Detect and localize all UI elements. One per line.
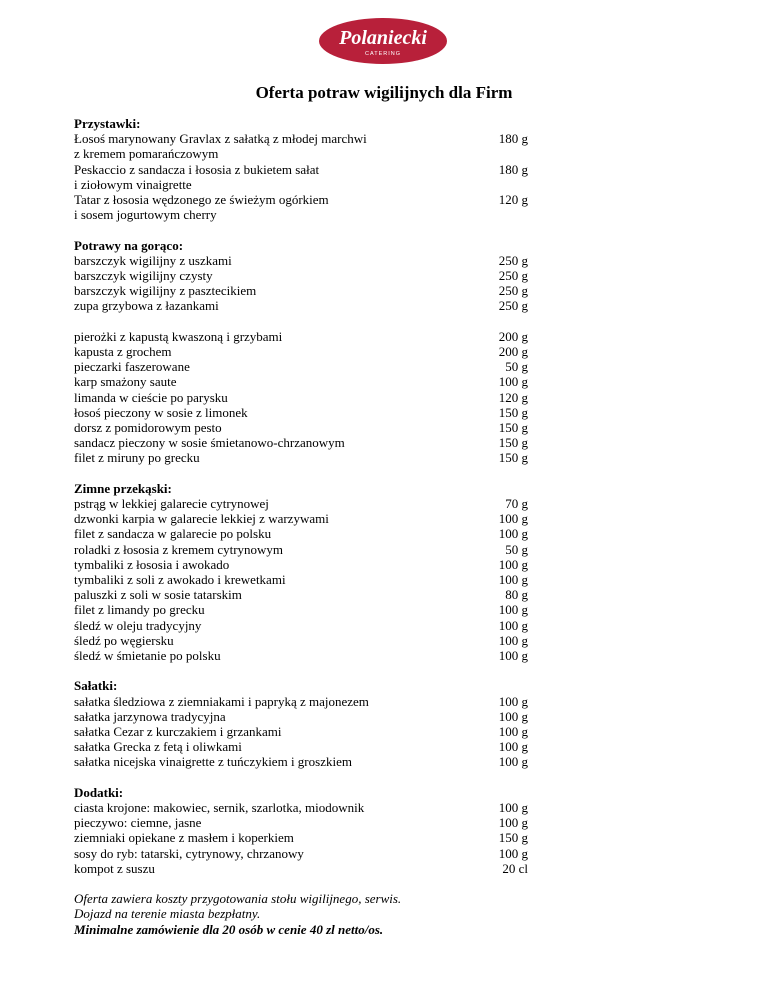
item-weight: 100 g: [498, 632, 528, 648]
logo-emblem: [318, 17, 448, 65]
item-weight: 150 g: [498, 450, 528, 466]
menu-item: [74, 329, 528, 344]
section-hot-dishes: [74, 238, 528, 314]
menu-item: [74, 861, 528, 876]
menu-item: [74, 633, 528, 648]
item-weight: 80 g: [505, 587, 528, 603]
item-weight: 100 g: [498, 708, 528, 724]
menu-item: [74, 420, 528, 435]
item-name: sałatka jarzynowa tradycyjna: [74, 708, 226, 724]
note-service: Oferta zawiera koszty przygotowania stołu wigilijnego, serwis.: [74, 891, 402, 907]
menu-item: [74, 496, 528, 511]
item-name: śledź w oleju tradycyjny: [74, 617, 202, 633]
item-name: tymbaliki z soli z awokado i krewetkami: [74, 572, 286, 588]
item-name: pieczywo: ciemne, jasne: [74, 815, 202, 831]
item-weight: 200 g: [498, 328, 528, 344]
menu-item: [74, 542, 528, 557]
item-name: filet z miruny po grecku: [74, 450, 200, 466]
section-header: Potrawy na gorąco:: [74, 237, 184, 253]
item-name: zupa grzybowa z łazankami: [74, 298, 219, 314]
item-weight: 250 g: [498, 252, 528, 268]
item-name: limanda w cieście po parysku: [74, 389, 228, 405]
menu-item-continuation: [74, 207, 528, 222]
section-extras: [74, 785, 528, 876]
logo-sub-text: CATERING: [364, 51, 402, 57]
menu-item: [74, 694, 528, 709]
item-weight: 180 g: [498, 161, 528, 177]
section-header: Dodatki:: [74, 784, 124, 800]
item-name: Tatar z łososia wędzonego ze świeżym ogórkiem: [74, 192, 329, 208]
item-name: sałatka Cezar z kurczakiem i grzankami: [74, 724, 282, 740]
item-weight: 100 g: [498, 739, 528, 755]
item-weight: 150 g: [498, 435, 528, 451]
item-weight: 100 g: [498, 845, 528, 861]
menu-item: [74, 450, 528, 465]
item-name: kapusta z grochem: [74, 344, 172, 360]
menu-item: [74, 405, 528, 420]
logo-brand-text: Polaniecki: [339, 27, 427, 49]
menu-item: [74, 572, 528, 587]
item-weight: 100 g: [498, 526, 528, 542]
section-salads: [74, 678, 528, 769]
item-name: pieczarki faszerowane: [74, 359, 190, 375]
item-weight: 100 g: [498, 511, 528, 527]
item-name: sosy do ryb: tatarski, cytrynowy, chrzanowy: [74, 845, 304, 861]
item-weight: 150 g: [498, 404, 528, 420]
menu-item: [74, 709, 528, 724]
item-name: roladki z łososia z kremem cytrynowym: [74, 541, 284, 557]
item-name: ciasta krojone: makowiec, sernik, szarlotka, miodownik: [74, 800, 365, 816]
section-appetizers: [74, 116, 528, 222]
menu-item: [74, 298, 528, 313]
menu-item: [74, 374, 528, 389]
menu-item: [74, 815, 528, 830]
menu-item: [74, 648, 528, 663]
item-name: barszczyk wigilijny z uszkami: [74, 252, 232, 268]
item-name: śledź w śmietanie po polsku: [74, 648, 221, 664]
item-weight: 100 g: [498, 648, 528, 664]
menu-item: [74, 359, 528, 374]
menu-item: [74, 344, 528, 359]
menu-item: [74, 192, 528, 207]
item-name: sandacz pieczony w sosie śmietanowo-chrzanowym: [74, 435, 345, 451]
menu-item: [74, 253, 528, 268]
item-weight: 100 g: [498, 724, 528, 740]
menu-item: [74, 739, 528, 754]
item-weight: 100 g: [498, 800, 528, 816]
section-hot-mains: [74, 329, 528, 466]
item-weight: 100 g: [498, 754, 528, 770]
item-weight: 100 g: [498, 374, 528, 390]
menu-item: [74, 162, 528, 177]
item-name-cont: i ziołowym vinaigrette: [74, 176, 192, 192]
item-weight: 250 g: [498, 283, 528, 299]
item-name: filet z limandy po grecku: [74, 602, 205, 618]
menu-item: [74, 724, 528, 739]
item-name: dzwonki karpia w galarecie lekkiej z warzywami: [74, 511, 329, 527]
item-name-cont: z kremem pomarańczowym: [74, 146, 219, 162]
menu-item: [74, 754, 528, 769]
item-weight: 250 g: [498, 298, 528, 314]
item-weight: 100 g: [498, 556, 528, 572]
item-name: ziemniaki opiekane z masłem i koperkiem: [74, 830, 294, 846]
menu-item: [74, 526, 528, 541]
note-delivery: Dojazd na terenie miasta bezpłatny.: [74, 906, 261, 922]
menu-item: [74, 830, 528, 845]
menu-item: [74, 390, 528, 405]
item-name: Łosoś marynowany Gravlax z sałatką z młodej marchwi: [74, 131, 367, 147]
item-weight: 120 g: [498, 192, 528, 208]
item-weight: 120 g: [498, 389, 528, 405]
item-weight: 150 g: [498, 420, 528, 436]
item-name: sałatka nicejska vinaigrette z tuńczykiem i groszkiem: [74, 754, 352, 770]
item-name: dorsz z pomidorowym pesto: [74, 420, 222, 436]
item-name: filet z sandacza w galarecie po polsku: [74, 526, 272, 542]
menu-item: [74, 618, 528, 633]
menu-item: [74, 800, 528, 815]
item-name: sałatka śledziowa z ziemniakami i papryką z majonezem: [74, 693, 369, 709]
menu-item: [74, 587, 528, 602]
item-weight: 20 cl: [502, 860, 528, 876]
section-header: Sałatki:: [74, 678, 118, 694]
item-weight: 70 g: [505, 496, 528, 512]
item-weight: 100 g: [498, 572, 528, 588]
item-name-cont: i sosem jogurtowym cherry: [74, 207, 217, 223]
item-name: pierożki z kapustą kwaszoną i grzybami: [74, 328, 283, 344]
item-weight: 180 g: [498, 131, 528, 147]
item-weight: 100 g: [498, 617, 528, 633]
item-name: pstrąg w lekkiej galarecie cytrynowej: [74, 496, 269, 512]
item-weight: 150 g: [498, 830, 528, 846]
item-weight: 100 g: [498, 602, 528, 618]
item-name: śledź po węgiersku: [74, 632, 174, 648]
menu-item: [74, 268, 528, 283]
section-cold-appetizers: [74, 481, 528, 663]
item-name: paluszki z soli w sosie tatarskim: [74, 587, 242, 603]
item-weight: 100 g: [498, 815, 528, 831]
item-name: łosoś pieczony w sosie z limonek: [74, 404, 248, 420]
item-name: sałatka Grecka z fetą i oliwkami: [74, 739, 242, 755]
company-logo: [318, 17, 448, 65]
page-title: Oferta potraw wigilijnych dla Firm: [255, 83, 513, 102]
offer-notes: [74, 891, 528, 937]
item-weight: 50 g: [505, 541, 528, 557]
item-name: barszczyk wigilijny z pasztecikiem: [74, 283, 257, 299]
menu-item: [74, 435, 528, 450]
menu-item: [74, 283, 528, 298]
item-name: Peskaccio z sandacza i łososia z bukietem sałat: [74, 161, 320, 177]
item-weight: 50 g: [505, 359, 528, 375]
item-weight: 100 g: [498, 693, 528, 709]
menu-content: [74, 116, 528, 937]
menu-item: [74, 602, 528, 617]
item-weight: 200 g: [498, 344, 528, 360]
section-header: Zimne przekąski:: [74, 480, 172, 496]
item-name: tymbaliki z łososia i awokado: [74, 556, 230, 572]
menu-item-continuation: [74, 146, 528, 161]
item-name: kompot z suszu: [74, 860, 155, 876]
item-name: karp smażony saute: [74, 374, 177, 390]
menu-item: [74, 511, 528, 526]
menu-item-continuation: [74, 177, 528, 192]
menu-item: [74, 557, 528, 572]
menu-item: [74, 846, 528, 861]
section-header: Przystawki:: [74, 116, 141, 131]
note-minimum-order: Minimalne zamówienie dla 20 osób w cenie 40 zl netto/os.: [74, 921, 384, 937]
item-name: barszczyk wigilijny czysty: [74, 268, 213, 284]
menu-item: [74, 131, 528, 146]
item-weight: 250 g: [498, 268, 528, 284]
